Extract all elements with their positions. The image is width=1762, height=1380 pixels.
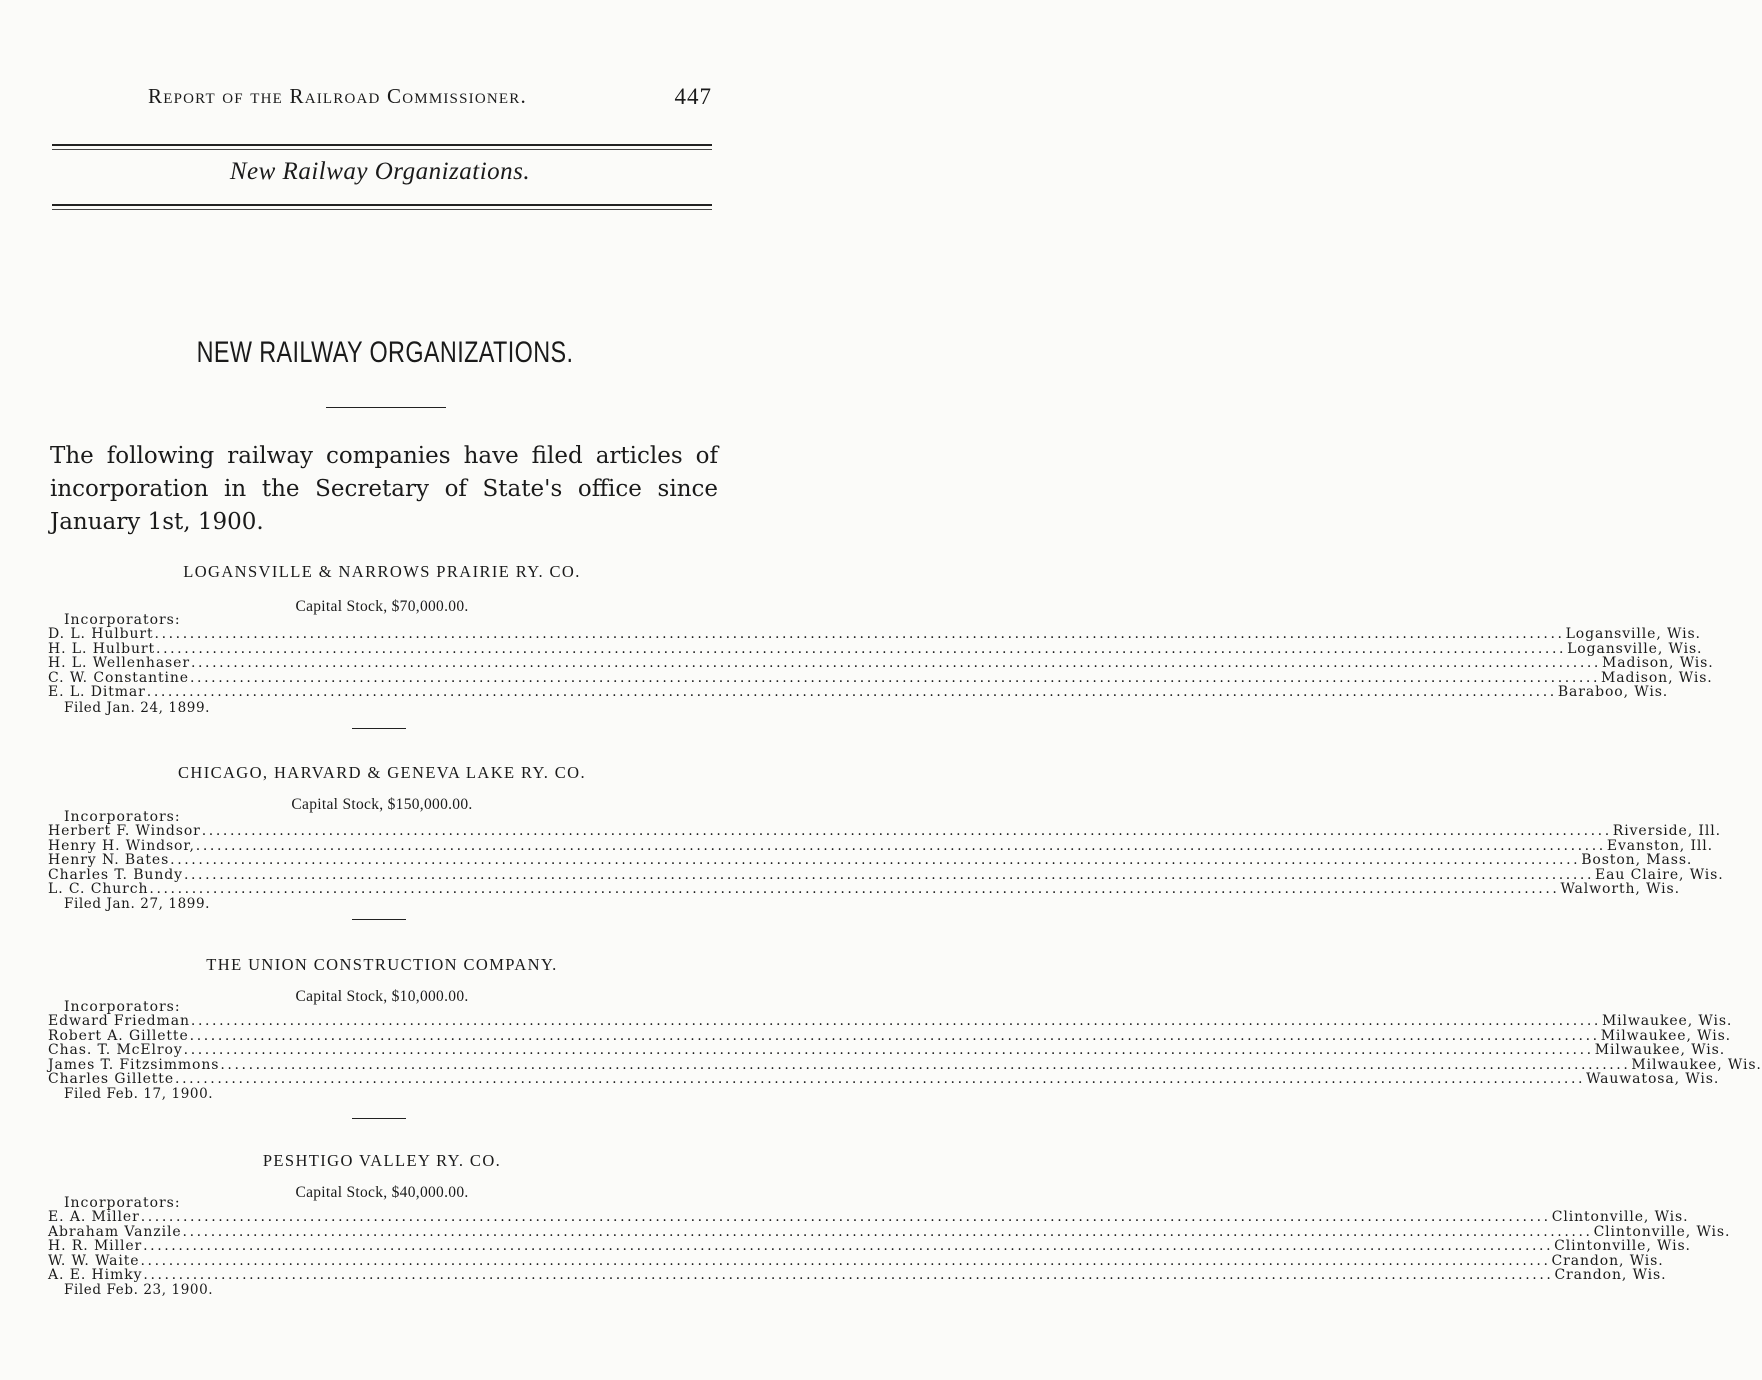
section-heading: New Railway Organizations. [229, 158, 531, 185]
filed-date: Filed Jan. 27, 1899. [64, 896, 211, 912]
incorporators-label: Incorporators: [64, 1195, 181, 1211]
header-rule-top [52, 144, 712, 150]
leader-dots: ........................................................................................................................................................................................................ [146, 684, 1557, 701]
incorporator-name: Robert A. Gillette [48, 1027, 189, 1044]
incorporator-place: Clintonville, Wis. [1554, 1238, 1691, 1255]
incorporator-place: Boston, Mass. [1581, 852, 1693, 869]
incorporator-name: Edward Friedman [48, 1013, 190, 1029]
page-number: 447 [674, 84, 712, 109]
running-title: Report of the Railroad Commissioner. [148, 84, 527, 108]
incorporator-place: Logansville, Wis. [1567, 640, 1703, 657]
incorporator-place: Milwaukee, Wis. [1601, 1013, 1733, 1029]
incorporator-name: Charles T. Bundy [48, 866, 183, 883]
incorporator-name: Abraham Vanzile [48, 1223, 182, 1240]
company-name: PESHTIGO VALLEY RY. CO. [262, 1151, 502, 1170]
leader-dots: ........................................................................................................................................................................................................ [201, 823, 1612, 839]
intro-paragraph: The following railway companies have filed articles of incorporation in the Secretary of State's office since January 1st, 1900. [50, 443, 718, 535]
leader-dots: ........................................................................................................................................................................................................ [190, 655, 1601, 672]
filed-date: Filed Feb. 17, 1900. [64, 1086, 214, 1102]
incorporator-place: Evanston, Ill. [1606, 837, 1714, 854]
incorporator-row [48, 852, 1693, 869]
leader-dots: ........................................................................................................................................................................................................ [183, 866, 1594, 883]
title-divider [326, 407, 446, 408]
leader-dots: ........................................................................................................................................................................................................ [190, 669, 1601, 686]
incorporator-place: Walworth, Wis. [1560, 881, 1680, 898]
company-name: THE UNION CONSTRUCTION COMPANY. [206, 955, 558, 974]
incorporator-name: E. L. Ditmar [48, 684, 146, 701]
incorporator-row [48, 1027, 1732, 1044]
incorporator-place: Baraboo, Wis. [1557, 684, 1669, 701]
leader-dots: ........................................................................................................................................................................................................ [143, 1238, 1554, 1255]
incorporators-label: Incorporators: [64, 612, 181, 628]
incorporator-row [48, 1209, 1689, 1225]
company-divider [352, 728, 406, 729]
incorporator-place: Milwaukee, Wis. [1631, 1056, 1762, 1073]
incorporator-name: Herbert F. Windsor [48, 823, 201, 839]
incorporator-row [48, 1013, 1733, 1029]
company-divider [352, 1118, 406, 1119]
incorporator-name: James T. Fitzsimmons [48, 1056, 220, 1073]
incorporator-name: W. W. Waite [48, 1252, 140, 1269]
leader-dots: ........................................................................................................................................................................................................ [175, 1071, 1586, 1088]
incorporator-row [48, 866, 1724, 883]
incorporator-name: D. L. Hulburt [48, 626, 154, 642]
incorporator-place: Riverside, Ill. [1612, 823, 1721, 839]
incorporator-place: Milwaukee, Wis. [1600, 1027, 1732, 1044]
leader-dots: ........................................................................................................................................................................................................ [149, 881, 1560, 898]
incorporator-row [48, 1223, 1731, 1240]
incorporator-name: Henry H. Windsor, [48, 837, 195, 854]
incorporator-row [48, 1071, 1720, 1088]
leader-dots: ........................................................................................................................................................................................................ [154, 626, 1565, 642]
incorporator-row [48, 881, 1680, 898]
incorporator-place: Wauwatosa, Wis. [1586, 1071, 1720, 1088]
incorporator-name: Henry N. Bates [48, 852, 170, 869]
incorporator-name: H. L. Wellenhaser [48, 655, 190, 672]
incorporator-row [48, 1238, 1691, 1255]
running-head [148, 84, 712, 114]
company-name: LOGANSVILLE & NARROWS PRAIRIE RY. CO. [183, 562, 581, 581]
incorporator-row [48, 1056, 1762, 1073]
capital-stock: Capital Stock, $40,000.00. [295, 1184, 469, 1201]
company-divider [352, 919, 406, 920]
incorporator-list [48, 823, 1724, 898]
incorporator-name: L. C. Church [48, 881, 149, 898]
leader-dots: ........................................................................................................................................................................................................ [140, 1209, 1551, 1225]
incorporator-name: H. L. Hulburt [48, 640, 156, 657]
header-rule-bottom [52, 204, 712, 210]
incorporator-row [48, 655, 1714, 672]
leader-dots: ........................................................................................................................................................................................................ [182, 1223, 1593, 1240]
incorporator-place: Milwaukee, Wis. [1594, 1042, 1726, 1059]
company-name: CHICAGO, HARVARD & GENEVA LAKE RY. CO. [177, 763, 587, 782]
incorporator-place: Eau Claire, Wis. [1595, 866, 1724, 883]
incorporator-place: Madison, Wis. [1601, 669, 1713, 686]
incorporator-row [48, 837, 1714, 854]
incorporators-label: Incorporators: [64, 809, 181, 825]
leader-dots: ........................................................................................................................................................................................................ [190, 1013, 1601, 1029]
incorporator-row [48, 684, 1669, 701]
page-title: NEW RAILWAY ORGANIZATIONS. [196, 336, 574, 369]
incorporator-name: A. E. Himky [48, 1267, 143, 1284]
leader-dots: ........................................................................................................................................................................................................ [189, 1027, 1600, 1044]
incorporator-place: Clintonville, Wis. [1593, 1223, 1731, 1240]
incorporator-list [48, 1209, 1731, 1284]
incorporator-place: Logansville, Wis. [1565, 626, 1701, 642]
incorporator-row [48, 1252, 1664, 1269]
incorporator-place: Madison, Wis. [1601, 655, 1714, 672]
capital-stock: Capital Stock, $10,000.00. [295, 988, 469, 1005]
capital-stock: Capital Stock, $150,000.00. [291, 796, 473, 813]
incorporator-row [48, 823, 1721, 839]
incorporator-row [48, 640, 1703, 657]
incorporator-name: E. A. Miller [48, 1209, 140, 1225]
incorporator-row [48, 626, 1701, 642]
incorporators-label: Incorporators: [64, 999, 181, 1015]
incorporator-name: C. W. Constantine [48, 669, 189, 686]
incorporator-place: Clintonville, Wis. [1551, 1209, 1689, 1225]
leader-dots: ........................................................................................................................................................................................................ [195, 837, 1606, 854]
incorporator-list [48, 1013, 1762, 1088]
incorporator-place: Crandon, Wis. [1554, 1267, 1667, 1284]
incorporator-name: Charles Gillette [48, 1071, 175, 1088]
leader-dots: ........................................................................................................................................................................................................ [220, 1056, 1631, 1073]
incorporator-place: Crandon, Wis. [1551, 1252, 1664, 1269]
leader-dots: ........................................................................................................................................................................................................ [143, 1267, 1554, 1284]
filed-date: Filed Feb. 23, 1900. [64, 1282, 214, 1298]
leader-dots: ........................................................................................................................................................................................................ [156, 640, 1567, 657]
capital-stock: Capital Stock, $70,000.00. [295, 598, 469, 615]
leader-dots: ........................................................................................................................................................................................................ [183, 1042, 1594, 1059]
incorporator-row [48, 1042, 1726, 1059]
incorporator-list [48, 626, 1714, 701]
leader-dots: ........................................................................................................................................................................................................ [140, 1252, 1551, 1269]
incorporator-row [48, 669, 1713, 686]
incorporator-name: Chas. T. McElroy [48, 1042, 183, 1059]
leader-dots: ........................................................................................................................................................................................................ [170, 852, 1581, 869]
incorporator-name: H. R. Miller [48, 1238, 143, 1255]
incorporator-row [48, 1267, 1667, 1284]
filed-date: Filed Jan. 24, 1899. [64, 700, 211, 716]
